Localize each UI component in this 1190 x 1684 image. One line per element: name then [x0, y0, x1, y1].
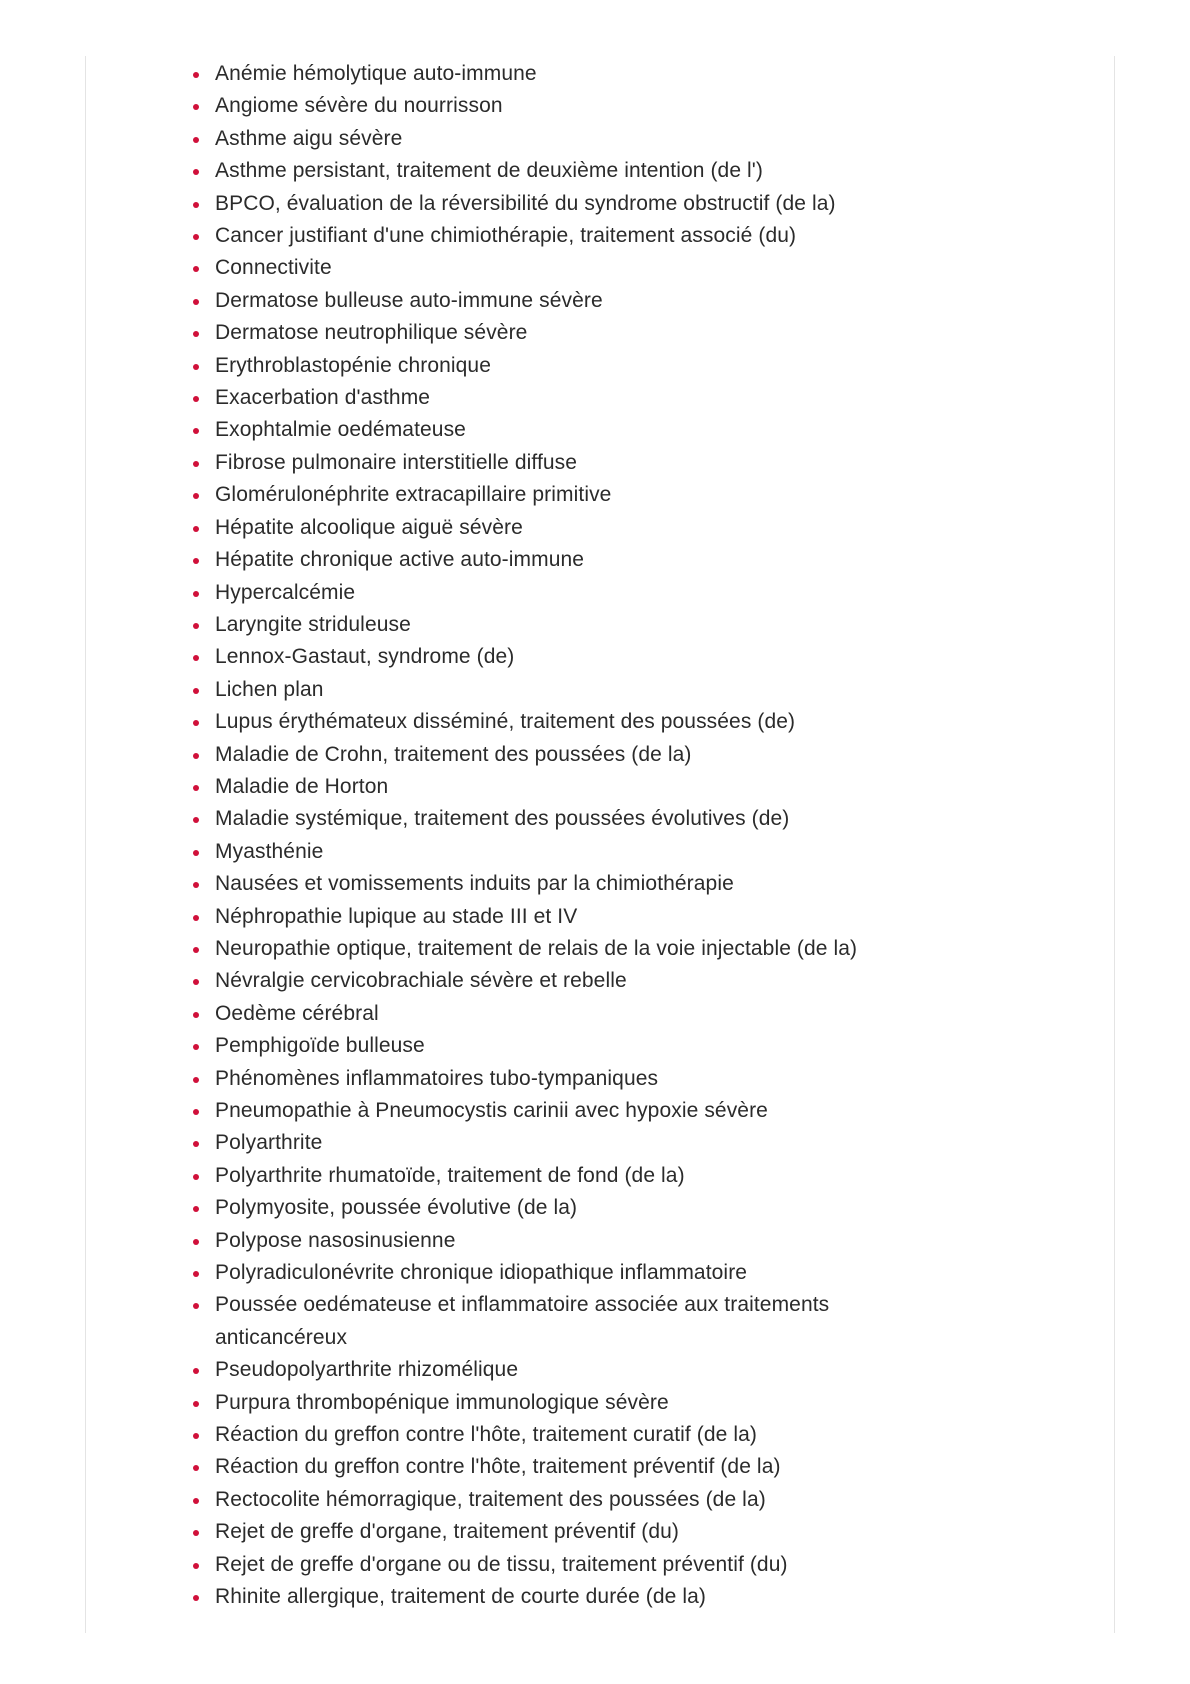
- indication-list: [215, 58, 935, 1614]
- bullet-icon: [193, 753, 199, 759]
- bullet-icon: [193, 1239, 199, 1245]
- list-item-label: Oedème cérébral: [215, 1001, 379, 1025]
- list-item: [215, 577, 935, 609]
- list-item-label: Lichen plan: [215, 677, 324, 701]
- list-item-label: Anémie hémolytique auto-immune: [215, 62, 537, 85]
- list-item: [215, 382, 935, 414]
- list-item: [215, 90, 935, 122]
- bullet-icon: [193, 1498, 199, 1504]
- list-item-label: Rectocolite hémorragique, traitement des poussées (de la): [215, 1487, 766, 1511]
- bullet-icon: [193, 591, 199, 597]
- bullet-icon: [193, 623, 199, 629]
- list-item-label: Maladie systémique, traitement des poussées évolutives (de): [215, 807, 790, 831]
- bullet-icon: [193, 688, 199, 694]
- bullet-icon: [193, 947, 199, 953]
- list-item-label: Dermatose bulleuse auto-immune sévère: [215, 288, 603, 312]
- list-item-label: Myasthénie: [215, 839, 324, 863]
- list-item-label: Fibrose pulmonaire interstitielle diffuse: [215, 450, 578, 474]
- list-item-label: Rejet de greffe d'organe ou de tissu, traitement préventif (du): [215, 1552, 788, 1576]
- list-item-label: Exacerbation d'asthme: [215, 386, 431, 410]
- list-item-label: Nausées et vomissements induits par la chimiothérapie: [215, 872, 734, 896]
- list-item-label: Polyarthrite: [215, 1131, 323, 1155]
- list-item: [215, 706, 935, 738]
- list-item: [215, 674, 935, 706]
- list-item-label: Erythroblastopénie chronique: [215, 353, 491, 377]
- list-item-label: Maladie de Crohn, traitement des poussées (de la): [215, 742, 692, 766]
- list-item: [215, 1063, 935, 1095]
- list-item-label: Névralgie cervicobrachiale sévère et rebelle: [215, 969, 627, 993]
- list-item-label: Rejet de greffe d'organe, traitement préventif (du): [215, 1520, 679, 1544]
- list-item-label: Dermatose neutrophilique sévère: [215, 321, 528, 345]
- list-item-label: Polymyosite, poussée évolutive (de la): [215, 1196, 578, 1220]
- list-item: [215, 1095, 935, 1127]
- list-item: [215, 252, 935, 284]
- list-item: [215, 965, 935, 997]
- list-item: [215, 350, 935, 382]
- list-item: [215, 868, 935, 900]
- list-item: [215, 901, 935, 933]
- list-item: [215, 1484, 935, 1516]
- list-item: [215, 1419, 935, 1451]
- list-item: [215, 58, 935, 90]
- list-item-label: Exophtalmie oedémateuse: [215, 418, 466, 442]
- list-item: [215, 414, 935, 446]
- list-item-label: Lennox-Gastaut, syndrome (de): [215, 645, 515, 669]
- list-item: [215, 1160, 935, 1192]
- bullet-icon: [193, 1109, 199, 1115]
- bullet-icon: [193, 1012, 199, 1018]
- list-item-label: BPCO, évaluation de la réversibilité du syndrome obstructif (de la): [215, 191, 836, 215]
- list-item: [215, 803, 935, 835]
- bullet-icon: [193, 364, 199, 370]
- bullet-icon: [193, 850, 199, 856]
- list-item: [215, 739, 935, 771]
- list-item-label: Rhinite allergique, traitement de courte durée (de la): [215, 1585, 707, 1609]
- bullet-icon: [193, 234, 199, 240]
- list-item: [215, 512, 935, 544]
- bullet-icon: [193, 785, 199, 791]
- list-item: [215, 479, 935, 511]
- bullet-icon: [193, 1077, 199, 1083]
- list-item: [215, 317, 935, 349]
- list-item: [215, 1289, 935, 1354]
- list-item-label: Neuropathie optique, traitement de relais de la voie injectable (de la): [215, 936, 858, 960]
- bullet-icon: [193, 915, 199, 921]
- list-item-label: Polyradiculonévrite chronique idiopathique inflammatoire: [215, 1261, 748, 1285]
- list-item-label: Pneumopathie à Pneumocystis carinii avec hypoxie sévère: [215, 1099, 768, 1122]
- bullet-icon: [193, 1174, 199, 1180]
- bullet-icon: [193, 526, 199, 532]
- bullet-icon: [193, 202, 199, 208]
- list-item: [215, 836, 935, 868]
- list-item-label: Réaction du greffon contre l'hôte, traitement curatif (de la): [215, 1423, 758, 1447]
- list-item: [215, 220, 935, 252]
- list-item-label: Néphropathie lupique au stade III et IV: [215, 904, 578, 928]
- list-item-label: Pemphigoïde bulleuse: [215, 1034, 425, 1058]
- list-item: [215, 1192, 935, 1224]
- list-item-label: Asthme persistant, traitement de deuxième intention (de l'): [215, 159, 764, 183]
- list-item: [215, 1354, 935, 1386]
- list-item: [215, 1516, 935, 1548]
- list-item-label: Hépatite alcoolique aiguë sévère: [215, 515, 523, 539]
- list-item: [215, 771, 935, 803]
- list-item-label: Hypercalcémie: [215, 580, 356, 604]
- list-item-label: Polypose nasosinusienne: [215, 1228, 456, 1252]
- list-item: [215, 155, 935, 187]
- list-item-label: Hépatite chronique active auto-immune: [215, 548, 585, 572]
- list-item-label: Poussée oedémateuse et inflammatoire associée aux traitements anticancéreux: [215, 1293, 830, 1349]
- list-item-label: Cancer justifiant d'une chimiothérapie, traitement associé (du): [215, 224, 797, 248]
- list-item: [215, 1225, 935, 1257]
- list-item-label: Lupus érythémateux disséminé, traitement des poussées (de): [215, 710, 796, 734]
- bullet-icon: [193, 72, 199, 78]
- list-item: [215, 641, 935, 673]
- list-item-label: Réaction du greffon contre l'hôte, traitement préventif (de la): [215, 1455, 781, 1479]
- list-item-label: Angiome sévère du nourrisson: [215, 94, 503, 118]
- list-item: [215, 1549, 935, 1581]
- list-item-label: Connectivite: [215, 256, 332, 280]
- list-item: [215, 544, 935, 576]
- list-item: [215, 1581, 935, 1613]
- list-item: [215, 1387, 935, 1419]
- list-item-label: Polyarthrite rhumatoïde, traitement de fond (de la): [215, 1163, 685, 1187]
- list-item: [215, 188, 935, 220]
- list-item: [215, 1257, 935, 1289]
- list-item: [215, 998, 935, 1030]
- list-item: [215, 123, 935, 155]
- list-item: [215, 609, 935, 641]
- list-item-label: Maladie de Horton: [215, 774, 389, 798]
- list-item: [215, 1127, 935, 1159]
- list-item-label: Pseudopolyarthrite rhizomélique: [215, 1358, 519, 1382]
- bullet-icon: [193, 1271, 199, 1277]
- list-item: [215, 1451, 935, 1483]
- bullet-icon: [193, 137, 199, 143]
- list-item-label: Asthme aigu sévère: [215, 126, 403, 150]
- list-item-label: Phénomènes inflammatoires tubo-tympaniques: [215, 1066, 659, 1090]
- bullet-icon: [193, 1401, 199, 1407]
- bullet-icon: [193, 461, 199, 467]
- list-item-label: Glomérulonéphrite extracapillaire primitive: [215, 483, 612, 507]
- list-item: [215, 285, 935, 317]
- list-item-label: Laryngite striduleuse: [215, 612, 411, 636]
- list-item: [215, 447, 935, 479]
- list-item-label: Purpura thrombopénique immunologique sévère: [215, 1390, 669, 1414]
- list-item: [215, 933, 935, 965]
- list-item: [215, 1030, 935, 1062]
- bullet-icon: [193, 299, 199, 305]
- bullet-icon: [193, 1563, 199, 1569]
